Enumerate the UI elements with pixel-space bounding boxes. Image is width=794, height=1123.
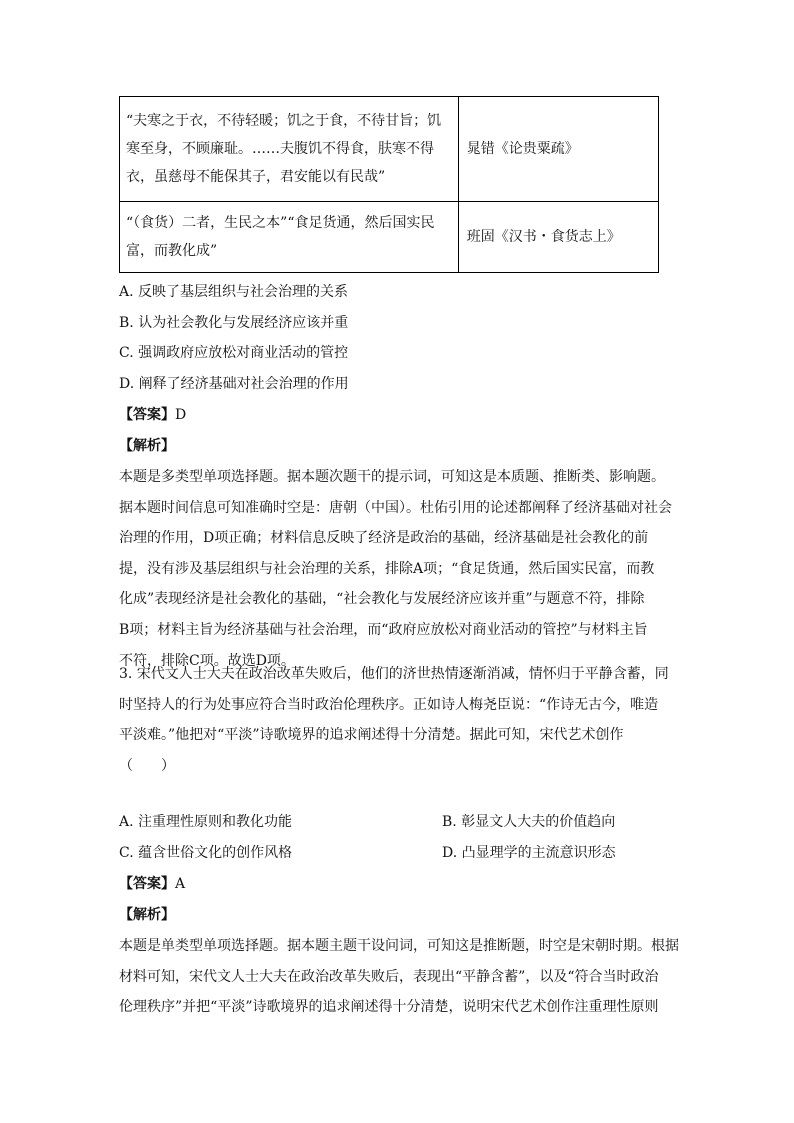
quote-cell: “（食货）二者，生民之本”“食足货通，然后国实民富，而教化成” <box>120 202 459 273</box>
analysis-label: 【解析】 <box>119 907 175 923</box>
analysis-label: 【解析】 <box>119 438 175 454</box>
analysis-line: 提，没有涉及基层组织与社会治理的关系，排除A项；“食足货通，然后国实民富，而教 <box>119 560 655 577</box>
table-row <box>120 97 659 202</box>
stem-line: 时坚持人的行为处事应符合当时政治伦理秩序。正如诗人梅尧臣说：“作诗无古今，唯造 <box>119 696 659 713</box>
analysis-line: 伦理秩序”并把“平淡”诗歌境界的追求阐述得十分清楚，说明宋代艺术创作注重理性原则 <box>119 999 659 1016</box>
stem-line: 3. 宋代文人士大夫在政治改革失败后，他们的济世热情逐渐消减，情怀归于平静含蓄，同 <box>119 666 669 682</box>
analysis-line: 本题是单类型单项选择题。据本题主题干设问词，可知这是推断题，时空是宋朝时期。根据 <box>119 938 679 954</box>
analysis-line: 据本题时间信息可知准确时空是：唐朝（中国）。杜佑引用的论述都阐释了经济基础对社会 <box>119 499 672 516</box>
answer-line <box>119 874 185 894</box>
answer-value: D <box>175 407 187 423</box>
analysis-line: 化成”表现经济是社会教化的基础，“社会教化与发展经济应该并重”与题意不符，排除 <box>119 591 645 608</box>
stem-line: 平淡难。”他把对“平淡”诗歌境界的追求阐述得十分清楚。据此可知，宋代艺术创作 <box>119 727 624 744</box>
option-a: A. 注重理性原则和教化功能 <box>119 814 293 830</box>
option-a: A. 反映了基层组织与社会治理的关系 <box>119 284 349 300</box>
analysis-line: 不符，排除C项。故选D项。 <box>119 652 295 669</box>
answer-line <box>119 405 186 425</box>
source-cell: 晁错《论贵粟疏》 <box>458 97 658 202</box>
source-cell: 班固《汉书・食货志上》 <box>458 202 658 273</box>
answer-value: A <box>175 876 186 892</box>
option-d: D. 阐释了经济基础对社会治理的作用 <box>119 376 349 392</box>
answer-label: 【答案】 <box>119 407 175 423</box>
analysis-line: 本题是多类型单项选择题。据本题次题干的提示词，可知这是本质题、推断类、影响题。 <box>119 469 665 485</box>
option-b: B. 认为社会教化与发展经济应该并重 <box>119 315 349 331</box>
quote-cell: “夫寒之于衣，不待轻暖；饥之于食，不待甘旨；饥寒至身，不顾廉耻。……夫腹饥不得食，肤寒不得衣，虽慈母不能保其子，君安能以有民哉” <box>120 97 459 202</box>
question-stem <box>119 659 679 781</box>
analysis-line: B项；材料主旨为经济基础与社会治理，而“政府应放松对商业活动的管控”与材料主旨 <box>119 621 648 638</box>
analysis-paragraph <box>119 462 679 676</box>
stem-line: （ ） <box>119 757 175 774</box>
analysis-line: 材料可知，宋代文人士大夫在政治改革失败后，表现出“平静含蓄”，以及“符合当时政治 <box>119 968 659 985</box>
analysis-line: 治理的作用，D项正确；材料信息反映了经济是政治的基础，经济基础是社会教化的前 <box>119 530 649 547</box>
option-c: C. 强调政府应放松对商业活动的管控 <box>119 345 349 361</box>
analysis-paragraph <box>119 931 679 1023</box>
option-d: D. 凸显理学的主流意识形态 <box>442 845 616 861</box>
option-b: B. 彰显文人大夫的价值趋向 <box>442 814 616 830</box>
option-c: C. 蕴含世俗文化的创作风格 <box>119 845 293 861</box>
quote-table <box>119 96 659 273</box>
answer-label: 【答案】 <box>119 876 175 892</box>
table-row <box>120 202 659 273</box>
